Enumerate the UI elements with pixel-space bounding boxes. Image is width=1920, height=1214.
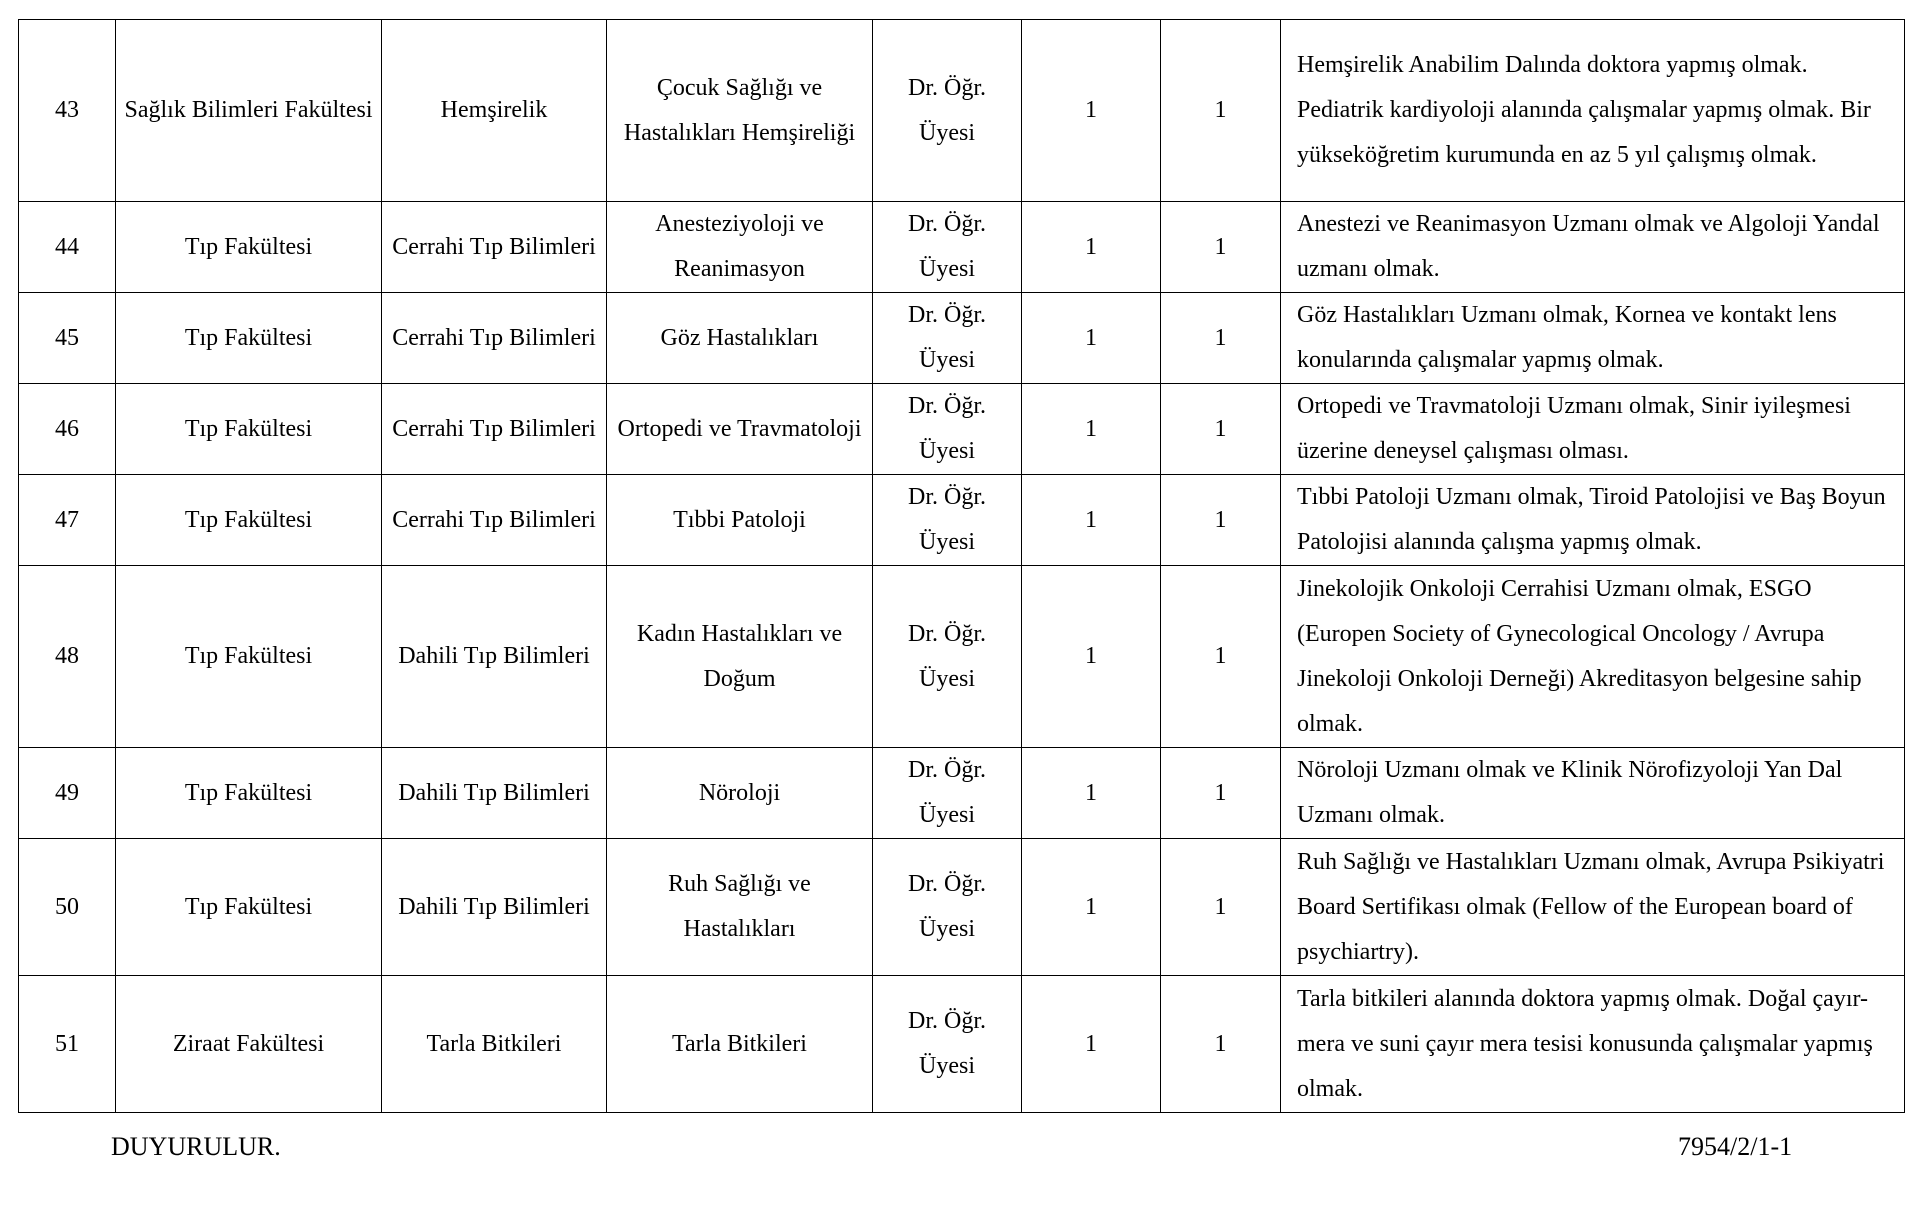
faculty-cell: Ziraat Fakültesi bbox=[116, 976, 382, 1113]
row-number: 51 bbox=[19, 976, 116, 1113]
degree-cell: 1 bbox=[1161, 475, 1281, 566]
discipline-cell: Ortopedi ve Travmatoloji bbox=[607, 384, 873, 475]
requirements-cell: Ruh Sağlığı ve Hastalıkları Uzmanı olmak, Avrupa Psikiyatri Board Sertifikası olmak (Fellow of the European board of psychiartry). bbox=[1281, 839, 1905, 976]
faculty-cell: Tıp Fakültesi bbox=[116, 748, 382, 839]
count-cell: 1 bbox=[1022, 202, 1161, 293]
row-number: 50 bbox=[19, 839, 116, 976]
requirements-cell: Jinekolojik Onkoloji Cerrahisi Uzmanı olmak, ESGO (Europen Society of Gynecological Oncology / Avrupa Jinekoloji Onkoloji Derneği) Akreditasyon belgesine sahip olmak. bbox=[1281, 566, 1905, 748]
degree-cell: 1 bbox=[1161, 566, 1281, 748]
degree-cell: 1 bbox=[1161, 20, 1281, 202]
title-cell: Dr. Öğr. Üyesi bbox=[873, 20, 1022, 202]
positions-table bbox=[18, 19, 1905, 1113]
table-row bbox=[19, 566, 1905, 748]
faculty-cell: Tıp Fakültesi bbox=[116, 293, 382, 384]
requirements-cell: Göz Hastalıkları Uzmanı olmak, Kornea ve kontakt lens konularında çalışmalar yapmış olmak. bbox=[1281, 293, 1905, 384]
announcement-text: DUYURULUR. bbox=[111, 1132, 281, 1161]
count-cell: 1 bbox=[1022, 20, 1161, 202]
table-row bbox=[19, 839, 1905, 976]
title-cell: Dr. Öğr. Üyesi bbox=[873, 293, 1022, 384]
discipline-cell: Nöroloji bbox=[607, 748, 873, 839]
department-cell: Dahili Tıp Bilimleri bbox=[382, 566, 607, 748]
faculty-cell: Tıp Fakültesi bbox=[116, 384, 382, 475]
faculty-cell: Tıp Fakültesi bbox=[116, 475, 382, 566]
department-cell: Tarla Bitkileri bbox=[382, 976, 607, 1113]
faculty-cell: Sağlık Bilimleri Fakültesi bbox=[116, 20, 382, 202]
degree-cell: 1 bbox=[1161, 976, 1281, 1113]
faculty-cell: Tıp Fakültesi bbox=[116, 202, 382, 293]
department-cell: Cerrahi Tıp Bilimleri bbox=[382, 384, 607, 475]
reference-number: 7954/2/1-1 bbox=[1678, 1132, 1793, 1161]
degree-cell: 1 bbox=[1161, 748, 1281, 839]
discipline-cell: Kadın Hastalıkları ve Doğum bbox=[607, 566, 873, 748]
count-cell: 1 bbox=[1022, 748, 1161, 839]
requirements-cell: Tıbbi Patoloji Uzmanı olmak, Tiroid Patolojisi ve Baş Boyun Patolojisi alanında çalışma yapmış olmak. bbox=[1281, 475, 1905, 566]
table-row bbox=[19, 748, 1905, 839]
table-row bbox=[19, 293, 1905, 384]
discipline-cell: Göz Hastalıkları bbox=[607, 293, 873, 384]
title-cell: Dr. Öğr. Üyesi bbox=[873, 566, 1022, 748]
count-cell: 1 bbox=[1022, 566, 1161, 748]
count-cell: 1 bbox=[1022, 384, 1161, 475]
row-number: 47 bbox=[19, 475, 116, 566]
row-number: 49 bbox=[19, 748, 116, 839]
title-cell: Dr. Öğr. Üyesi bbox=[873, 202, 1022, 293]
count-cell: 1 bbox=[1022, 976, 1161, 1113]
title-cell: Dr. Öğr. Üyesi bbox=[873, 976, 1022, 1113]
count-cell: 1 bbox=[1022, 475, 1161, 566]
title-cell: Dr. Öğr. Üyesi bbox=[873, 839, 1022, 976]
degree-cell: 1 bbox=[1161, 293, 1281, 384]
row-number: 43 bbox=[19, 20, 116, 202]
degree-cell: 1 bbox=[1161, 384, 1281, 475]
table-row bbox=[19, 202, 1905, 293]
table-row bbox=[19, 384, 1905, 475]
department-cell: Dahili Tıp Bilimleri bbox=[382, 839, 607, 976]
department-cell: Hemşirelik bbox=[382, 20, 607, 202]
department-cell: Cerrahi Tıp Bilimleri bbox=[382, 202, 607, 293]
title-cell: Dr. Öğr. Üyesi bbox=[873, 748, 1022, 839]
department-cell: Dahili Tıp Bilimleri bbox=[382, 748, 607, 839]
row-number: 48 bbox=[19, 566, 116, 748]
count-cell: 1 bbox=[1022, 839, 1161, 976]
requirements-cell: Hemşirelik Anabilim Dalında doktora yapmış olmak. Pediatrik kardiyoloji alanında çalışmalar yapmış olmak. Bir yükseköğretim kurumunda en az 5 yıl çalışmış olmak. bbox=[1281, 20, 1905, 202]
table-row bbox=[19, 976, 1905, 1113]
title-cell: Dr. Öğr. Üyesi bbox=[873, 384, 1022, 475]
row-number: 46 bbox=[19, 384, 116, 475]
department-cell: Cerrahi Tıp Bilimleri bbox=[382, 475, 607, 566]
requirements-cell: Anestezi ve Reanimasyon Uzmanı olmak ve Algoloji Yandal uzmanı olmak. bbox=[1281, 202, 1905, 293]
row-number: 45 bbox=[19, 293, 116, 384]
table-row bbox=[19, 20, 1905, 202]
discipline-cell: Çocuk Sağlığı ve Hastalıkları Hemşireliği bbox=[607, 20, 873, 202]
title-cell: Dr. Öğr. Üyesi bbox=[873, 475, 1022, 566]
count-cell: 1 bbox=[1022, 293, 1161, 384]
department-cell: Cerrahi Tıp Bilimleri bbox=[382, 293, 607, 384]
requirements-cell: Ortopedi ve Travmatoloji Uzmanı olmak, Sinir iyileşmesi üzerine deneysel çalışması olması. bbox=[1281, 384, 1905, 475]
table-row bbox=[19, 475, 1905, 566]
discipline-cell: Ruh Sağlığı ve Hastalıkları bbox=[607, 839, 873, 976]
faculty-cell: Tıp Fakültesi bbox=[116, 839, 382, 976]
requirements-cell: Nöroloji Uzmanı olmak ve Klinik Nörofizyoloji Yan Dal Uzmanı olmak. bbox=[1281, 748, 1905, 839]
degree-cell: 1 bbox=[1161, 839, 1281, 976]
discipline-cell: Tarla Bitkileri bbox=[607, 976, 873, 1113]
faculty-cell: Tıp Fakültesi bbox=[116, 566, 382, 748]
discipline-cell: Anesteziyoloji ve Reanimasyon bbox=[607, 202, 873, 293]
discipline-cell: Tıbbi Patoloji bbox=[607, 475, 873, 566]
row-number: 44 bbox=[19, 202, 116, 293]
degree-cell: 1 bbox=[1161, 202, 1281, 293]
requirements-cell: Tarla bitkileri alanında doktora yapmış olmak. Doğal çayır-mera ve suni çayır mera tesisi konusunda çalışmalar yapmış olmak. bbox=[1281, 976, 1905, 1113]
